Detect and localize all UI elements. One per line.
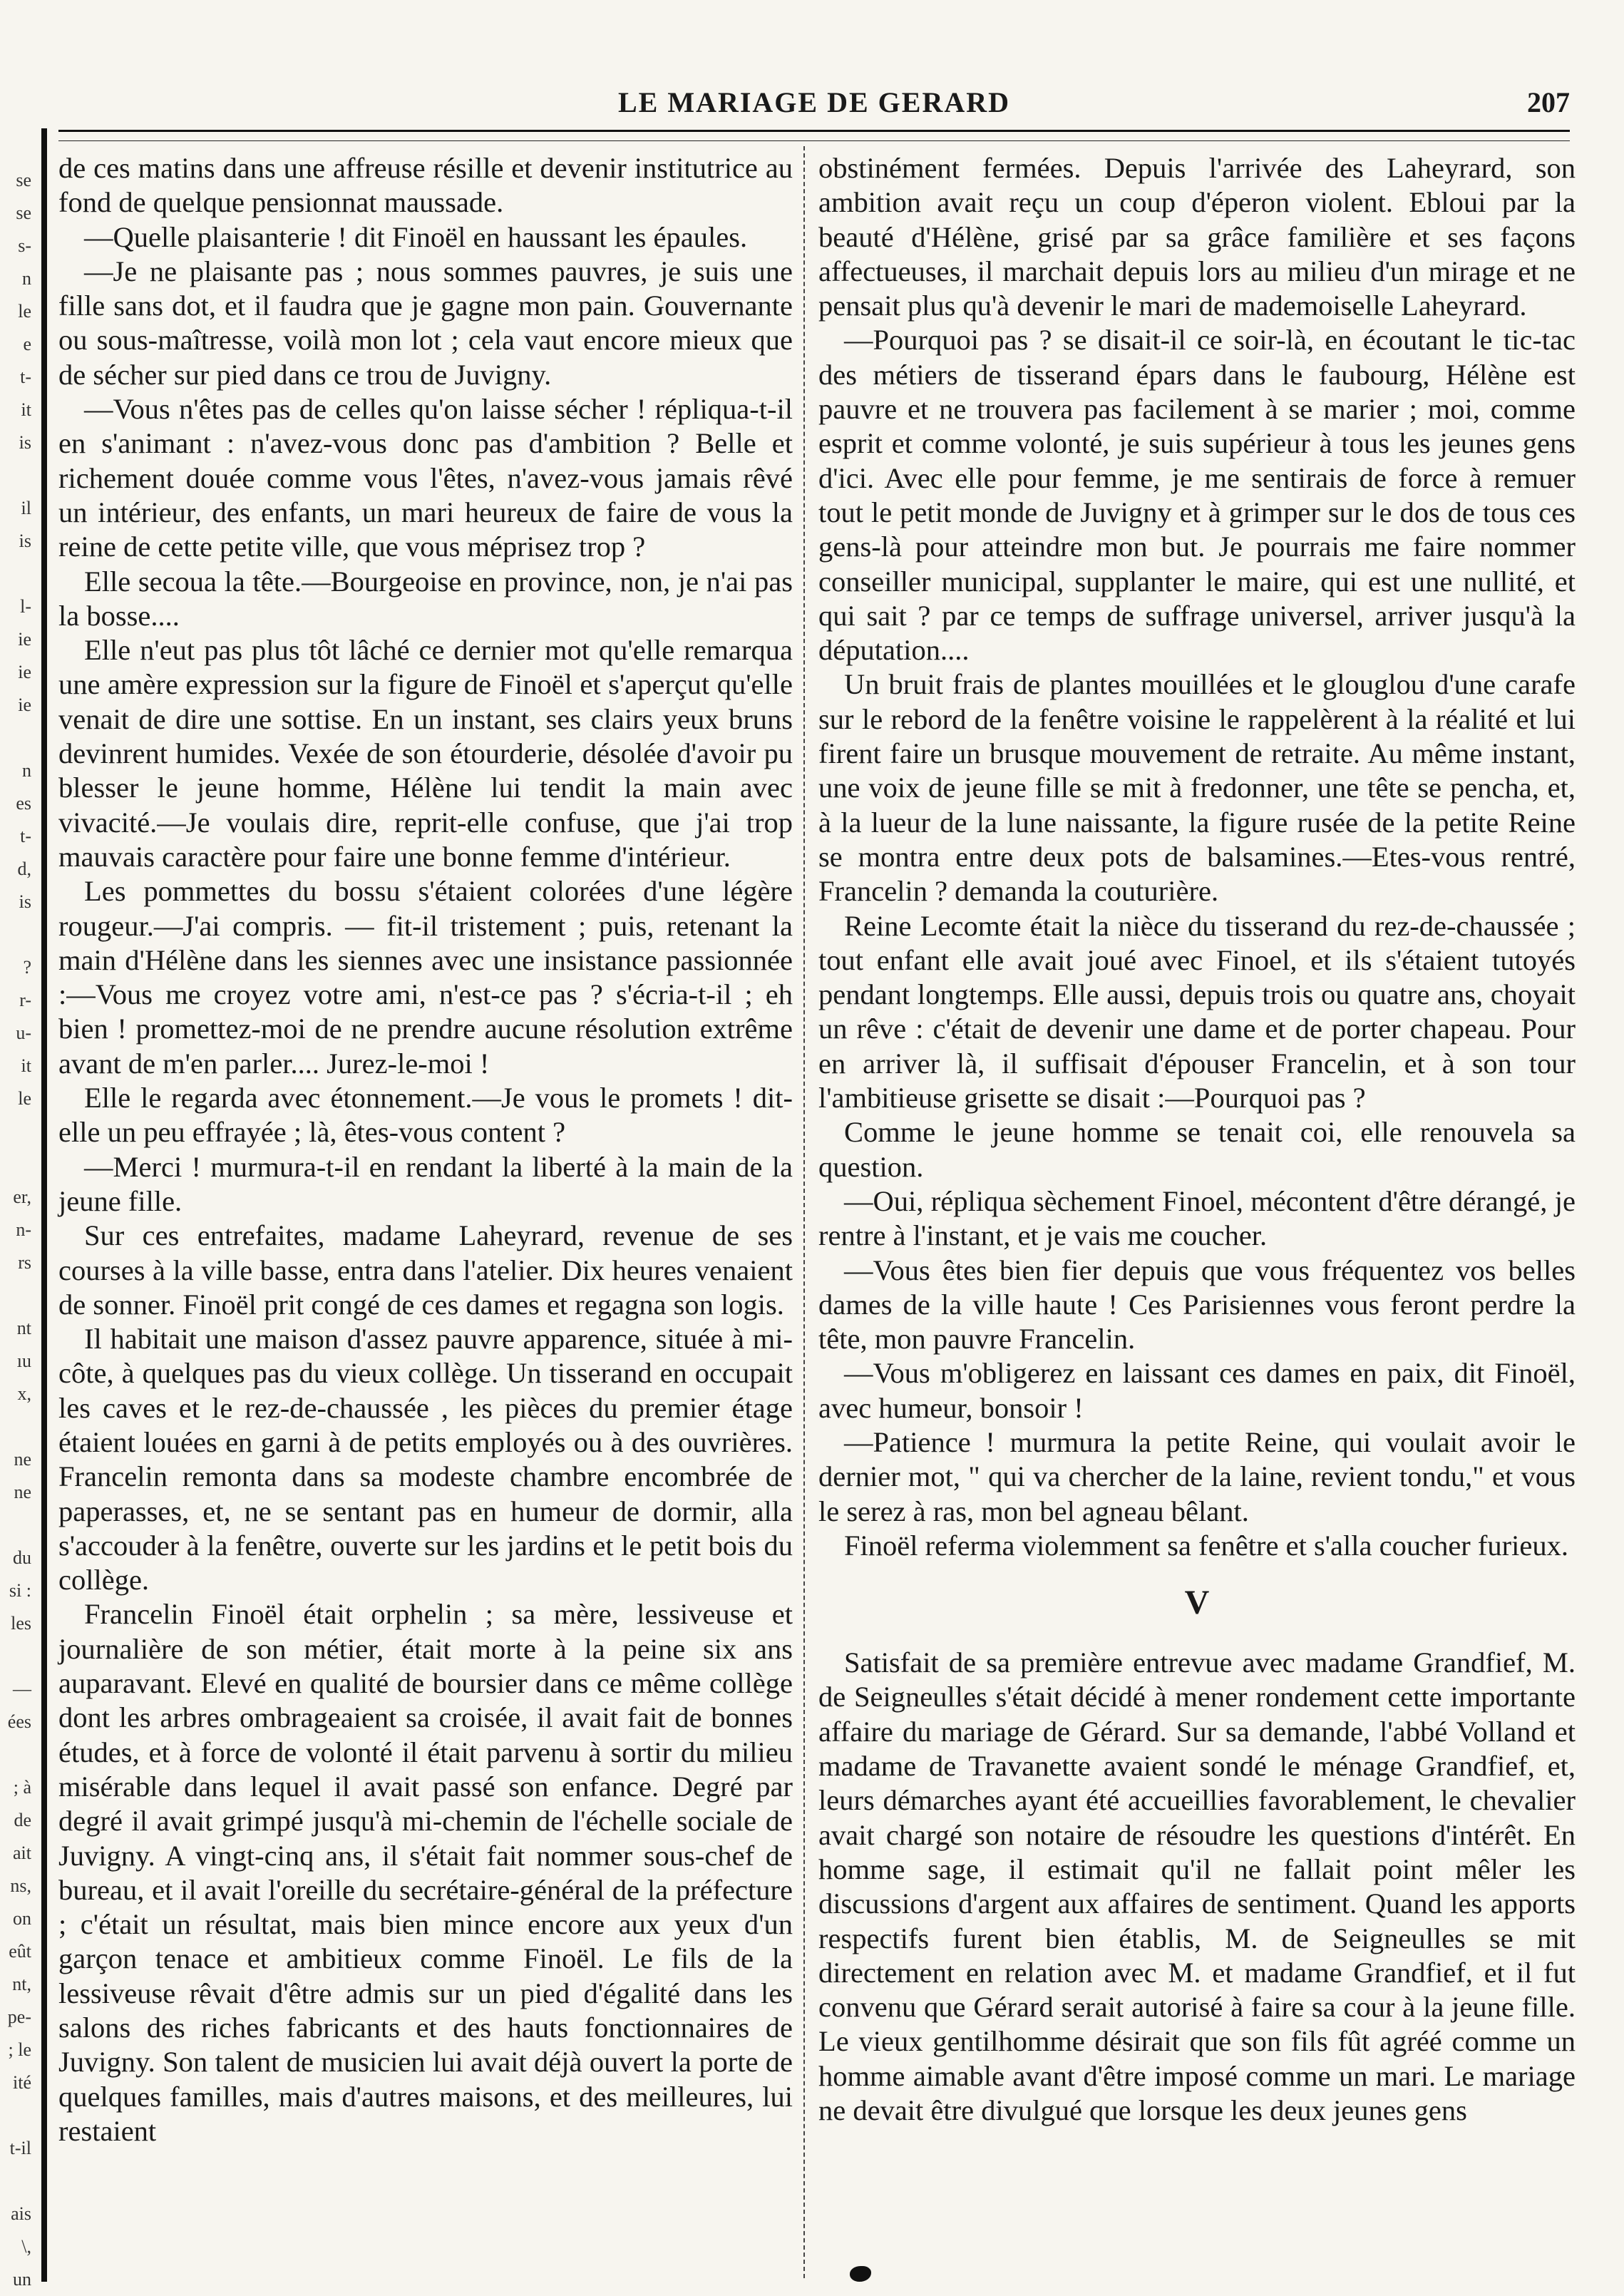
bleed-fragment: ns,	[10, 1875, 31, 1896]
paragraph: —Vous n'êtes pas de celles qu'on laisse sécher ! répliqua-t-il en s'animant : n'avez-vous donc pas d'ambition ? Belle et richement douée comme vous l'êtes, n'avez-vous jamais rêvé un intérieur, des enfants, un mari heureux de faire de vous la reine de cette petite ville, que vous méprisez trop ?	[58, 393, 793, 563]
bleed-fragment: de	[14, 1810, 31, 1830]
paragraph: —Je ne plaisante pas ; nous sommes pauvres, je suis une fille sans dot, et il faudra que je gagne mon pain. Gouvernante ou sous-maîtresse, voilà mon lot ; cela vaut encore mieux que de sécher sur pied dans ce trou de Juvigny.	[58, 255, 793, 391]
bleed-fragment: on	[13, 1908, 31, 1929]
bleed-fragment: —	[13, 1679, 31, 1699]
bleed-fragment: is	[19, 432, 31, 453]
bleed-fragment	[0, 1509, 31, 1542]
bleed-fragment	[0, 459, 31, 492]
paragraph: Sur ces entrefaites, madame Laheyrard, revenue de ses courses à la ville basse, entra dans l'atelier. Dix heures venaient de sonner. Finoël prit congé de ces dames et regagna son logis.	[58, 1219, 793, 1321]
paragraph: Reine Lecomte était la nièce du tisserand du rez-de-chaussée ; tout enfant elle avait joué avec Finoel, et ils s'étaient tutoyés pendant longtemps. Elle aussi, depuis trois ou quatre ans, choyait un rêve : c'était de devenir une dame et de porter chapeau. Pour en arriver là, il suffisait d'épouser Francelin, et à son tour l'ambitieuse grisette se disait :—Pourquoi pas ?	[818, 909, 1576, 1114]
paragraph: —Vous m'obligerez en laissant ces dames en paix, dit Finoël, avec humeur, bonsoir !	[818, 1357, 1576, 1424]
bleed-fragment: n-	[16, 1219, 31, 1240]
bleed-fragment: ; le	[8, 2039, 31, 2060]
paragraph: —Patience ! murmura la petite Reine, qui voulait avoir le dernier mot, " qui va chercher de la laine, revient tondu," et vous le serez à ras, mon bel agneau bêlant.	[818, 1425, 1576, 1527]
paragraph: Un bruit frais de plantes mouillées et le glouglou d'une carafe sur le rebord de la fenêtre voisine le rappelèrent à la réalité et lui firent faire un brusque mouvement de retraite. Au même instant, une voix de jeune fille se mit à fredonner, une tête se pencha, et, à la lueur de la lune naissante, la figure rusée de la petite Reine se montra entre deux pots de balsamines.—Etes-vous rentré, Francelin ? demanda la couturière.	[818, 668, 1576, 908]
bleed-fragment: n	[22, 268, 31, 289]
bleed-fragment: \,	[21, 2236, 31, 2257]
bleed-fragment: ?	[23, 957, 31, 978]
bleed-fragment: le	[18, 301, 31, 322]
paragraph: Finoël referma violemment sa fenêtre et s'alla coucher furieux.	[844, 1529, 1568, 1562]
bleed-fragment	[0, 2099, 31, 2132]
bleed-fragment: ie	[18, 662, 31, 682]
ink-blot	[850, 2266, 871, 2282]
paragraph: Elle n'eut pas plus tôt lâché ce dernier mot qu'elle remarqua une amère expression sur la figure de Finoël et s'aperçut qu'elle venait de dire une sottise. En un instant, ses clairs yeux bruns devinrent humides. Vexée de son étourderie, désolée d'avoir pu blesser le jeune homme, Hélène lui tendit la main avec vivacité.—Je voulais dire, reprit-elle confuse, que j'ai trop mauvais caractère pour faire une bonne femme d'intérieur.	[58, 634, 793, 873]
bleed-fragment: le	[18, 1088, 31, 1109]
column-divider	[803, 146, 805, 2278]
bleed-fragment	[0, 558, 31, 590]
bleed-fragment: rs	[18, 1252, 31, 1273]
bleed-fragment: se	[16, 170, 31, 190]
bleed-fragment: is	[19, 531, 31, 551]
bleed-fragment: it	[21, 399, 31, 420]
paragraph: Il habitait une maison d'assez pauvre apparence, située à mi-côte, à quelques pas du vieux collège. Un tisserand en occupait les caves et le rez-de-chaussée , les pièces du premier étage étaient louées en garni à de petits employés ou à des ouvrières. Francelin remonta dans sa modeste chambre encombrée de paperasses, et, ne se sentant pas en humeur de dormir, alla s'accouder à la fenêtre, ouverte sur les jardins et le petit bois du collège.	[58, 1323, 793, 1597]
bleed-fragment: ne	[14, 1482, 31, 1502]
right-column-text-before-chapter	[818, 151, 1576, 1563]
bleed-fragment: t-il	[9, 2138, 31, 2158]
bleed-fragment: ie	[18, 695, 31, 715]
left-column	[58, 151, 793, 2148]
bleed-fragment	[0, 918, 31, 951]
bleed-fragment: les	[11, 1613, 31, 1634]
bleed-fragment: eût	[9, 1941, 31, 1962]
bleed-fragment: ne	[14, 1449, 31, 1470]
gutter-rule	[41, 128, 47, 2282]
paragraph: obstinément fermées. Depuis l'arrivée des Laheyrard, son ambition avait reçu un coup d'éperon violent. Ebloui par la beauté d'Hélène, grisé par sa grâce familière et ses façons affectueuses, il marchait depuis lors au milieu d'un mirage et ne pensait plus qu'à devenir le mari de mademoiselle Laheyrard.	[818, 152, 1576, 322]
bleed-fragment: ées	[7, 1711, 31, 1732]
paragraph: —Merci ! murmura-t-il en rendant la liberté à la main de la jeune fille.	[58, 1150, 793, 1217]
bleed-fragment: t-	[20, 826, 31, 846]
bleed-fragment	[0, 1410, 31, 1443]
bleed-fragment: d,	[17, 859, 31, 879]
paragraph: —Quelle plaisanterie ! dit Finoël en haussant les épaules.	[84, 220, 748, 253]
paragraph: Elle secoua la tête.—Bourgeoise en province, non, je n'ai pas la bosse....	[58, 565, 793, 632]
paragraph: Satisfait de sa première entrevue avec madame Grandfief, M. de Seigneulles s'était décidé à mener rondement cette importante affaire du mariage de Gérard. Sur sa demande, l'abbé Volland et madame de Travanette avaient sondé le ménage Grandfief, et, leurs démarches ayant été accueillies favorablement, le chevalier avait chargé son notaire de résoudre les questions d'intérêt. En homme sage, il estimait qu'il ne fallait point mêler les discussions d'argent aux affaires de sentiment. Quand les apports respectifs furent bien établis, M. de Seigneulles se mit directement en relation avec M. et madame Grandfief, et il fut convenu que Gérard serait autorisé à faire sa cour à la jeune fille. Le vieux gentilhomme désirait que son fils fût agréé comme un homme aimable avant d'être imposé comme un mari. Le mariage ne devait être divulgué que lorsque les deux jeunes gens	[818, 1646, 1576, 2127]
paragraph: Francelin Finoël était orphelin ; sa mère, lessiveuse et journalière de son métier, était morte à la peine six ans auparavant. Elevé en qualité de boursier dans ce même collège dont les arbres ombrageaient sa croisée, il avait fait de bonnes études, et à force de volonté il était parvenu à sortir du milieu misérable dans lequel il avait passé son enfance. Degré par degré il avait grimpé jusqu'à mi-chemin de l'échelle sociale de Juvigny. A vingt-cinq ans, il s'était fait nommer sous-chef de bureau, et il avait l'oreille du secrétaire-général de la préfecture ; c'était un résultat, mais bien mince encore aux yeux d'un garçon tenace et ambitieux comme Finoël. Le fils de la lessiveuse rêvait d'être admis sur un pied d'égalité dans les salons des riches fabricants et des hauts fonctionnaires de Juvigny. Son talent de musicien lui avait déjà ouvert la porte de quelques familles, mais d'autres maisons, et des meilleures, lui restaient	[58, 1598, 793, 2147]
bleed-fragment: nt	[16, 1318, 31, 1338]
bleed-fragment: r-	[19, 990, 31, 1010]
paragraph: —Oui, répliqua sèchement Finoel, mécontent d'être dérangé, je rentre à l'instant, et je vais me coucher.	[818, 1184, 1576, 1252]
bleed-fragment: l-	[20, 596, 31, 617]
bleed-fragment: il	[21, 498, 31, 518]
bleed-fragment: ıu	[16, 1351, 31, 1371]
paragraph: —Vous êtes bien fier depuis que vous fréquentez vos belles dames de la ville haute ! Ces Parisiennes vous feront perdre la tête, mon pauvre Francelin.	[818, 1254, 1576, 1355]
bleed-fragment: es	[16, 793, 31, 814]
bleed-fragment: t-	[20, 367, 31, 387]
paragraph: Comme le jeune homme se tenait coi, elle renouvela sa question.	[818, 1116, 1576, 1183]
right-column-text-after-chapter	[818, 1646, 1576, 2128]
adjacent-page-bleed	[0, 164, 31, 2290]
bleed-fragment: se	[16, 203, 31, 223]
bleed-fragment: si :	[9, 1580, 31, 1601]
bleed-fragment: is	[19, 891, 31, 912]
bleed-fragment	[0, 1279, 31, 1312]
bleed-fragment	[0, 1738, 31, 1771]
bleed-fragment: u-	[16, 1023, 31, 1043]
bleed-fragment: s-	[18, 235, 31, 256]
running-title: LE MARIAGE DE GERARD	[617, 86, 1011, 118]
bleed-fragment: ait	[13, 1843, 31, 1863]
bleed-fragment: n	[22, 760, 31, 781]
bleed-fragment: du	[13, 1547, 31, 1568]
paragraph: Les pommettes du bossu s'étaient colorées d'une légère rougeur.—J'ai compris. — fit-il tristement ; puis, retenant la main d'Hélène dans les siennes avec une insistance passionnée :—Vous me croyez votre ami, n'est-ce pas ? s'écria-t-il ; eh bien ! promettez-moi de ne prendre aucune résolution extrême avant de m'en parler.... Jurez-le-moi !	[58, 875, 793, 1080]
paragraph: de ces matins dans une affreuse résille et devenir institutrice au fond de quelque pensionnat maussade.	[58, 152, 793, 219]
bleed-fragment: ie	[18, 629, 31, 650]
bleed-fragment: x,	[17, 1383, 31, 1404]
bleed-fragment: nt,	[12, 1974, 31, 1994]
bleed-fragment	[0, 2165, 31, 2198]
bleed-fragment: it	[21, 1055, 31, 1076]
header-rule	[58, 130, 1570, 141]
bleed-fragment: ; à	[13, 1777, 31, 1798]
bleed-fragment: un	[13, 2269, 31, 2290]
bleed-fragment	[0, 1148, 31, 1181]
bleed-fragment: pe-	[7, 2007, 31, 2027]
chapter-heading: V	[1184, 1584, 1210, 1622]
bleed-fragment: ité	[13, 2072, 31, 2093]
bleed-fragment: er,	[13, 1187, 31, 1207]
bleed-fragment	[0, 722, 31, 754]
bleed-fragment: ais	[11, 2203, 31, 2224]
bleed-fragment: e	[23, 334, 31, 354]
bleed-fragment	[0, 1115, 31, 1148]
paragraph: —Pourquoi pas ? se disait-il ce soir-là, en écoutant le tic-tac des métiers de tisserand épars dans le faubourg, Hélène est pauvre et ne trouvera pas facilement à se marier ; moi, comme esprit et comme volonté, je suis supérieur à tous les jeunes gens d'ici. Avec elle pour femme, je me sentirais de force à remuer tout le petit monde de Juvigny et à grimper sur le dos de tous ces gens-là pour atteindre mon but. Je pourrais me faire nommer conseiller municipal, supplanter le maire, qui est une nullité, et qui sait ? par ce temps de suffrage universel, arriver jusqu'à la députation....	[818, 324, 1576, 667]
bleed-fragment	[0, 1640, 31, 1673]
right-column	[818, 151, 1576, 2128]
page-number: 207	[1527, 86, 1570, 118]
page-header	[58, 86, 1570, 128]
paragraph: Elle le regarda avec étonnement.—Je vous le promets ! dit-elle un peu effrayée ; là, êtes-vous content ?	[58, 1082, 793, 1149]
